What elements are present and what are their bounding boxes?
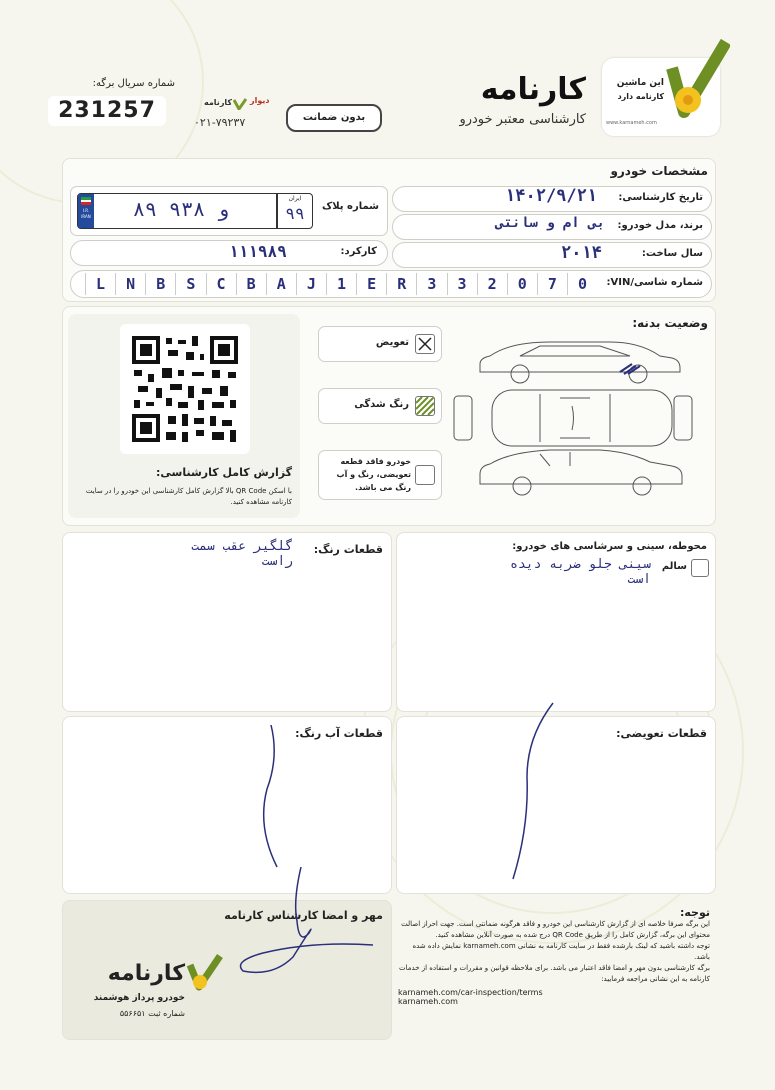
date-value: ۱۴۰۲/۹/۲۱ (505, 186, 598, 206)
vin-char: 3 (416, 273, 446, 295)
brand-value: بی ام و سانتی (495, 215, 605, 231)
notice-1: این برگه صرفا خلاصه ای از گزارش کارشناسی این خودرو و فاقد هرگونه ضمانتی است. جهت احراز اصالت محتوای این برگه، گزارش کامل را از طریق QR Code درج شده به صورت آنلاین مشاهده کنید. (401, 920, 710, 939)
partner-name: دیوار (250, 96, 270, 105)
company-check-icon (187, 953, 223, 997)
mileage-label: کارکرد: (340, 246, 377, 257)
notice-url[interactable]: karnameh.com/car-inspection/terms (398, 988, 543, 997)
brand-model-field (392, 214, 712, 240)
notice-3: برگه کارشناسی بدون مهر و امضا فاقد اعتبار می باشد. برای ملاحظه قوانین و مقررات و استفاده از خدمات کارنامه به این نشانی مراجعه فرمایید: (399, 964, 710, 983)
replaced-x-icon (415, 334, 435, 354)
vin-char: B (236, 273, 266, 295)
chassis-box (396, 532, 716, 712)
stamp-title: مهر و امضا کارشناس کارنامه (224, 909, 383, 922)
vin-field (70, 270, 712, 298)
vin-char: L (85, 273, 115, 295)
chassis-note: سینی جلو ضربه دیده است (510, 557, 651, 587)
no-damage-checkbox[interactable] (415, 465, 435, 485)
vin-char: B (145, 273, 175, 295)
legend-painted (318, 388, 442, 424)
year-value: ۲۰۱۴ (561, 243, 602, 263)
painted-parts-box (62, 532, 392, 712)
karnameh-badge (602, 58, 720, 136)
vin-char: 1 (326, 273, 356, 295)
phone-number: ۰۲۱-۷۹۲۳۷ (194, 116, 246, 129)
plate-label: شماره پلاک (321, 201, 379, 212)
partner-brand: کارنامه (204, 98, 233, 107)
warranty-badge: بدون ضمانت (286, 104, 382, 132)
vin-char: S (175, 273, 205, 295)
brand-name: کارنامه (480, 72, 586, 107)
karnameh-check-icon (666, 38, 730, 136)
vin-char: C (206, 273, 236, 295)
notice-title: توجه: (679, 906, 710, 919)
empty-strike-icon (253, 717, 293, 885)
painted-parts-note: گلگیر عقب سمت راست (191, 539, 293, 569)
empty-strike-icon (507, 697, 567, 887)
company-name: کارنامه (107, 961, 185, 986)
vin-cells (85, 273, 597, 295)
legend-no-damage (318, 450, 442, 500)
vin-char: 2 (477, 273, 507, 295)
vin-char: 0 (507, 273, 537, 295)
plate-iran-code: ۹۹ (285, 204, 305, 223)
painted-parts-title: قطعات رنگ: (313, 543, 383, 556)
vin-char: 7 (537, 273, 567, 295)
vin-char: A (266, 273, 296, 295)
badge-line1: این ماشین (616, 78, 664, 88)
registration-number: شماره ثبت ۵۵۶۶۵۱ (119, 1009, 185, 1018)
plate-field (70, 186, 388, 236)
badge-line2: کارنامه دارد (617, 92, 664, 101)
company-logo (73, 957, 223, 1027)
build-year-field (392, 242, 712, 268)
serial-label: شماره سریال برگه: (92, 78, 175, 89)
legend-no-damage-label: خودرو فاقد قطعه تعویضی، رنگ و آب رنگ می باشد. (336, 457, 411, 492)
karnameh-mark-icon (233, 98, 247, 110)
vin-char: 3 (447, 273, 477, 295)
license-plate (77, 193, 313, 229)
vin-char: R (386, 273, 416, 295)
legend-replaced-label: تعویض (375, 337, 409, 348)
notice-box (398, 906, 710, 1036)
plate-number: ۸۹ و ۹۳۸ (132, 197, 230, 221)
car-body-diagram (450, 336, 696, 502)
notice-2: توجه داشته باشید که لینک بارشده فقط در سایت کارنامه به نشانی karnameh.com نمایش داده شده باشد. (412, 942, 710, 961)
notice-site[interactable]: karnameh.com (398, 997, 458, 1006)
qr-code-icon[interactable] (132, 336, 238, 442)
qr-description: با اسکن QR Code بالا گزارش کامل کارشناسی این خودرو را در سایت کارنامه مشاهده کنید. (85, 487, 292, 506)
stamp-box (62, 900, 392, 1040)
badge-url: www.karnameh.com (606, 120, 657, 126)
vin-label: شماره شاسی/VIN: (606, 277, 703, 288)
brand-tagline: کارشناسی معتبر خودرو (459, 112, 586, 127)
vin-char: 0 (567, 273, 597, 295)
plate-iran-label: ایران (288, 195, 302, 202)
partial-paint-title: قطعات آب رنگ: (295, 727, 383, 740)
qr-title: گزارش کامل کارشناسی: (156, 466, 292, 479)
chassis-title: محوطه، سینی و سرشاسی های خودرو: (512, 541, 707, 552)
year-label: سال ساخت: (641, 248, 703, 259)
plate-country: I.R. IRAN (81, 208, 91, 219)
chassis-ok-checkbox[interactable] (691, 559, 709, 577)
inspection-date-field (392, 186, 712, 212)
qr-code-frame (120, 324, 250, 454)
vin-char: N (115, 273, 145, 295)
company-sub: خودرو پرداز هوشمند (93, 993, 185, 1003)
vin-char: E (356, 273, 386, 295)
partner-logo (190, 96, 275, 134)
painted-hatch-icon (415, 396, 435, 416)
replaced-parts-title: قطعات تعویضی: (616, 727, 707, 740)
serial-number: 231257 (48, 96, 166, 126)
mileage-value: ۱۱۱۹۸۹ (229, 242, 287, 261)
plate-country-strip (78, 194, 94, 228)
date-label: تاریخ کارشناسی: (618, 192, 703, 203)
brand-label: برند، مدل خودرو: (617, 220, 703, 231)
body-status-title: وضعیت بدنه: (632, 316, 708, 330)
mileage-field (70, 240, 388, 266)
legend-painted-label: رنگ شدگی (354, 399, 409, 410)
replaced-parts-box (396, 716, 716, 894)
vin-char: J (296, 273, 326, 295)
legend-replaced (318, 326, 442, 362)
vehicle-section-title: مشخصات خودرو (610, 164, 708, 178)
chassis-ok-label: سالم (661, 561, 687, 572)
qr-block (68, 314, 300, 518)
